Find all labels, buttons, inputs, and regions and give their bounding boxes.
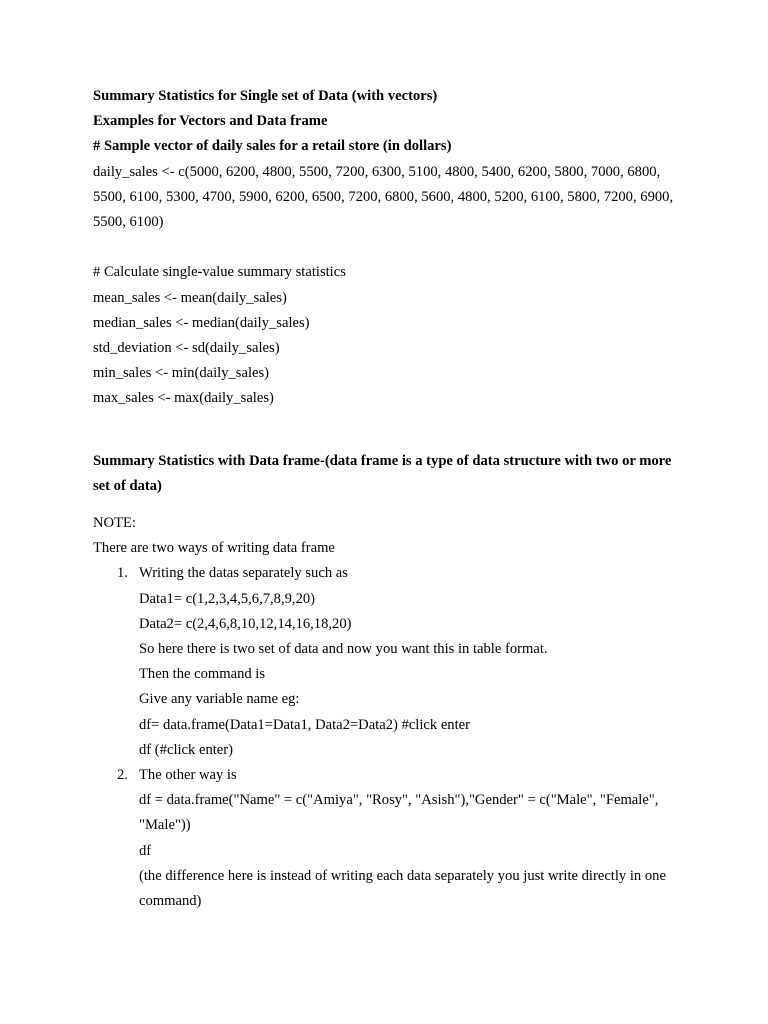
item2-line: (the difference here is instead of writing each data separately you just write directly in one command) bbox=[139, 867, 666, 910]
item2-line: df bbox=[139, 842, 152, 859]
list-number: 2. bbox=[117, 767, 128, 784]
item2-line: df = data.frame("Name" = c("Amiya", "Rosy", "Asish"),"Gender" = c("Male", "Female", "Male")) bbox=[139, 792, 659, 834]
code-line-median: median_sales <- median(daily_sales) bbox=[93, 314, 310, 331]
note-text: There are two ways of writing data frame bbox=[93, 540, 335, 557]
section1-heading: Summary Statistics for Single set of Data (with vectors) bbox=[93, 88, 438, 104]
sample-comment: # Sample vector of daily sales for a retail store (in dollars) bbox=[93, 138, 452, 155]
list-item bbox=[93, 561, 683, 763]
item1-line: Data1= c(1,2,3,4,5,6,7,8,9,20) bbox=[139, 590, 316, 607]
section1-subheading: Examples for Vectors and Data frame bbox=[93, 113, 328, 130]
item1-line: Data2= c(2,4,6,8,10,12,14,16,18,20) bbox=[139, 615, 352, 632]
code-line-sd: std_deviation <- sd(daily_sales) bbox=[93, 340, 280, 357]
code-line-min: min_sales <- min(daily_sales) bbox=[93, 365, 270, 382]
section2-heading: Summary Statistics with Data frame-(data frame is a type of data structure with two or more set of data) bbox=[93, 452, 672, 494]
note-label: NOTE: bbox=[93, 515, 136, 532]
steps-list bbox=[93, 561, 683, 914]
code-line-mean: mean_sales <- mean(daily_sales) bbox=[93, 289, 287, 306]
list-number: 1. bbox=[117, 565, 128, 582]
item2-line: The other way is bbox=[139, 767, 237, 784]
item1-line: So here there is two set of data and now you want this in table format. bbox=[139, 641, 548, 658]
code-line-max: max_sales <- max(daily_sales) bbox=[93, 390, 274, 407]
list-item bbox=[93, 763, 683, 914]
item1-line: Writing the datas separately such as bbox=[139, 565, 348, 582]
calc-comment: # Calculate single-value summary statistics bbox=[93, 264, 346, 281]
item1-line: Then the command is bbox=[139, 666, 266, 683]
item1-line: df= data.frame(Data1=Data1, Data2=Data2) #click enter bbox=[139, 716, 470, 733]
document-page bbox=[93, 84, 683, 914]
item1-line: Give any variable name eg: bbox=[139, 691, 300, 708]
code-vector: daily_sales <- c(5000, 6200, 4800, 5500, 7200, 6300, 5100, 4800, 5400, 6200, 5800, 7000, 6800, 5500, 6100, 5300, 4700, 5900, 6200, 6500, 7200, 6800, 5600, 4800, 5200, 6100, 5800, 7200, 6900, 5500, 6100) bbox=[93, 163, 674, 231]
item1-line: df (#click enter) bbox=[139, 741, 233, 758]
